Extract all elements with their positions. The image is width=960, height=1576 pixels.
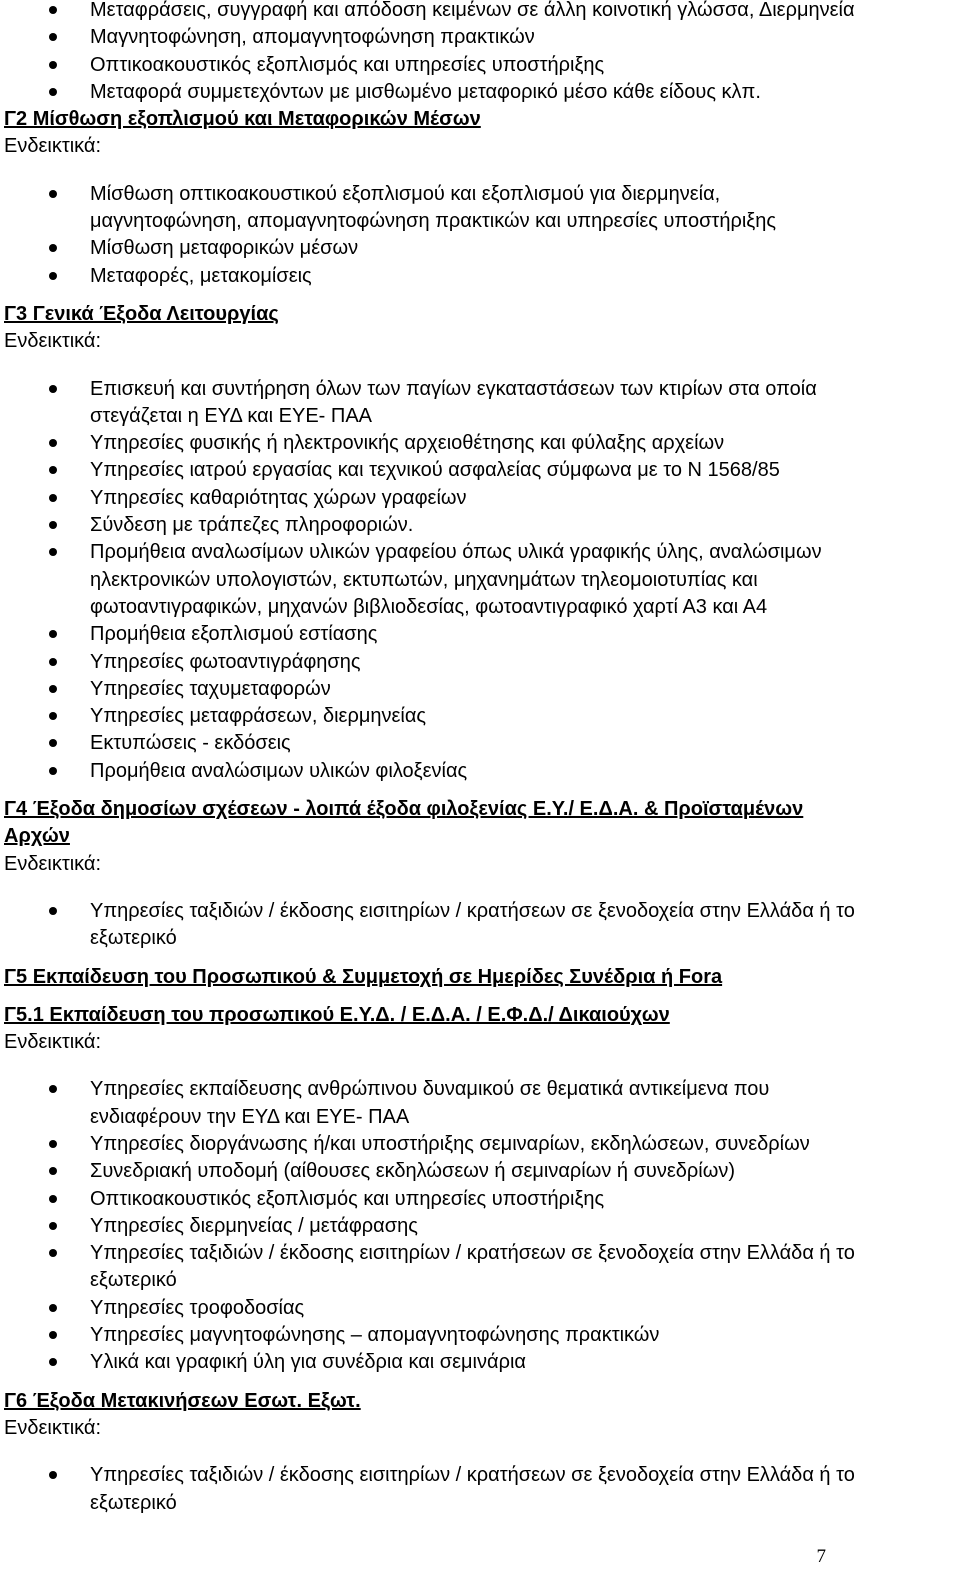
bullet-icon — [49, 88, 57, 96]
g6-list — [4, 1462, 956, 1517]
bullet-icon — [49, 439, 57, 447]
list-item: Επισκευή και συντήρηση όλων των παγίων εγκαταστάσεων των κτιρίων στα οποία στεγάζεται η ΕΥΔ και ΕΥΕ- ΠΑΑ — [4, 376, 956, 431]
list-item: Υπηρεσίες μαγνητοφώνησης – απομαγνητοφώνησης πρακτικών — [4, 1322, 956, 1349]
bullet-icon — [49, 685, 57, 693]
bullet-icon — [49, 1195, 57, 1203]
page-number: 7 — [816, 1546, 826, 1567]
list-item: Υπηρεσίες διοργάνωσης ή/και υποστήριξης σεμιναρίων, εκδηλώσεων, συνεδρίων — [4, 1131, 956, 1158]
g4-list — [4, 898, 956, 953]
list-item: Μεταφορές, μετακομίσεις — [4, 263, 956, 290]
list-item: Υπηρεσίες ταχυμεταφορών — [4, 676, 956, 703]
list-item: Προμήθεια αναλώσιμων υλικών φιλοξενίας — [4, 758, 956, 785]
bullet-icon — [49, 61, 57, 69]
bullet-icon — [49, 33, 57, 41]
list-item: Μίσθωση οπτικοακουστικού εξοπλισμού και εξοπλισμού για διερμηνεία, μαγνητοφώνηση, απομαγνητοφώνηση πρακτικών και υπηρεσίες υποστήριξης — [4, 181, 956, 236]
bullet-icon — [49, 1358, 57, 1366]
indicative-label: Ενδεικτικά: — [4, 1416, 102, 1439]
bullet-icon — [49, 658, 57, 666]
list-item: Μεταφορά συμμετεχόντων με μισθωμένο μεταφορικό μέσο κάθε είδους κλπ. — [4, 79, 956, 106]
list-item: Μαγνητοφώνηση, απομαγνητοφώνηση πρακτικών — [4, 24, 956, 51]
g5-1-list — [4, 1076, 956, 1376]
bullet-icon — [49, 767, 57, 775]
section-heading-g6: Γ6 Έξοδα Μετακινήσεων Εσωτ. Εξωτ. — [4, 1389, 361, 1412]
bullet-icon — [49, 1167, 57, 1175]
section-heading-g5-1: Γ5.1 Εκπαίδευση του προσωπικού Ε.Υ.Δ. / Ε.Δ.Α. / Ε.Φ.Δ./ Δικαιούχων — [4, 1003, 670, 1026]
bullet-icon — [49, 1471, 57, 1479]
section-heading-g3: Γ3 Γενικά Έξοδα Λειτουργίας — [4, 302, 279, 325]
list-item: Υπηρεσίες μεταφράσεων, διερμηνείας — [4, 703, 956, 730]
indicative-label: Ενδεικτικά: — [4, 135, 102, 158]
bullet-icon — [49, 1331, 57, 1339]
section-heading-g2: Γ2 Μίσθωση εξοπλισμού και Μεταφορικών Μέσων — [4, 108, 481, 131]
list-item: Υπηρεσίες διερμηνείας / μετάφρασης — [4, 1213, 956, 1240]
bullet-icon — [49, 712, 57, 720]
bullet-icon — [49, 630, 57, 638]
bullet-icon — [49, 466, 57, 474]
list-item: Υπηρεσίες φυσικής ή ηλεκτρονικής αρχειοθέτησης και φύλαξης αρχείων — [4, 430, 956, 457]
section-heading-g4: Γ4 Έξοδα δημοσίων σχέσεων - λοιπά έξοδα φιλοξενίας Ε.Υ./ Ε.Δ.Α. & Προϊσταμένων Αρχών — [4, 798, 804, 848]
list-item: Μίσθωση μεταφορικών μέσων — [4, 235, 956, 262]
list-item: Οπτικοακουστικός εξοπλισμός και υπηρεσίες υποστήριξης — [4, 52, 956, 79]
bullet-icon — [49, 907, 57, 915]
g2-list — [4, 181, 956, 290]
bullet-icon — [49, 739, 57, 747]
list-item: Υπηρεσίες καθαριότητας χώρων γραφείων — [4, 485, 956, 512]
list-item: Υπηρεσίες ταξιδιών / έκδοσης εισιτηρίων / κρατήσεων σε ξενοδοχεία στην Ελλάδα ή το εξωτερικό — [4, 1240, 956, 1295]
bullet-icon — [49, 385, 57, 393]
list-item: Προμήθεια εξοπλισμού εστίασης — [4, 621, 956, 648]
list-item: Υπηρεσίες τροφοδοσίας — [4, 1295, 956, 1322]
bullet-icon — [49, 1140, 57, 1148]
list-item: Υπηρεσίες φωτοαντιγράφησης — [4, 649, 956, 676]
list-item: Μεταφράσεις, συγγραφή και απόδοση κειμένων σε άλλη κοινοτική γλώσσα, Διερμηνεία — [4, 0, 956, 24]
g3-list — [4, 376, 956, 785]
bullet-icon — [49, 494, 57, 502]
list-item: Σύνδεση με τράπεζες πληροφοριών. — [4, 512, 956, 539]
bullet-icon — [49, 1304, 57, 1312]
bullet-icon — [49, 1249, 57, 1257]
intro-list — [4, 0, 956, 106]
list-item: Εκτυπώσεις - εκδόσεις — [4, 730, 956, 757]
list-item: Προμήθεια αναλωσίμων υλικών γραφείου όπως υλικά γραφικής ύλης, αναλώσιμων ηλεκτρονικών υπολογιστών, εκτυπωτών, μηχανημάτων τηλεομοιοτυπίας και φωτοαντιγραφικών, μηχανών βιβλιοδεσίας, φωτοαντιγραφικό χαρτί Α3 και Α4 — [4, 539, 956, 621]
indicative-label: Ενδεικτικά: — [4, 1031, 102, 1054]
bullet-icon — [49, 1085, 57, 1093]
bullet-icon — [49, 1222, 57, 1230]
bullet-icon — [49, 190, 57, 198]
indicative-label: Ενδεικτικά: — [4, 852, 102, 875]
list-item: Υπηρεσίες ταξιδιών / έκδοσης εισιτηρίων / κρατήσεων σε ξενοδοχεία στην Ελλάδα ή το εξωτερικό — [4, 1462, 956, 1517]
indicative-label: Ενδεικτικά: — [4, 330, 102, 353]
list-item: Συνεδριακή υποδομή (αίθουσες εκδηλώσεων ή σεμιναρίων ή συνεδρίων) — [4, 1158, 956, 1185]
list-item: Υπηρεσίες ιατρού εργασίας και τεχνικού ασφαλείας σύμφωνα με το Ν 1568/85 — [4, 457, 956, 484]
bullet-icon — [49, 272, 57, 280]
list-item: Υλικά και γραφική ύλη για συνέδρια και σεμινάρια — [4, 1349, 956, 1376]
list-item: Υπηρεσίες εκπαίδευσης ανθρώπινου δυναμικού σε θεματικά αντικείμενα που ενδιαφέρουν την ΕΥΔ και ΕΥΕ- ΠΑΑ — [4, 1076, 956, 1131]
bullet-icon — [49, 6, 57, 14]
list-item: Οπτικοακουστικός εξοπλισμός και υπηρεσίες υποστήριξης — [4, 1186, 956, 1213]
list-item: Υπηρεσίες ταξιδιών / έκδοσης εισιτηρίων / κρατήσεων σε ξενοδοχεία στην Ελλάδα ή το εξωτερικό — [4, 898, 956, 953]
document-page — [4, 0, 956, 1517]
bullet-icon — [49, 548, 57, 556]
bullet-icon — [49, 521, 57, 529]
bullet-icon — [49, 244, 57, 252]
section-heading-g5: Γ5 Εκπαίδευση του Προσωπικού & Συμμετοχή σε Ημερίδες Συνέδρια ή Fora — [4, 965, 723, 988]
